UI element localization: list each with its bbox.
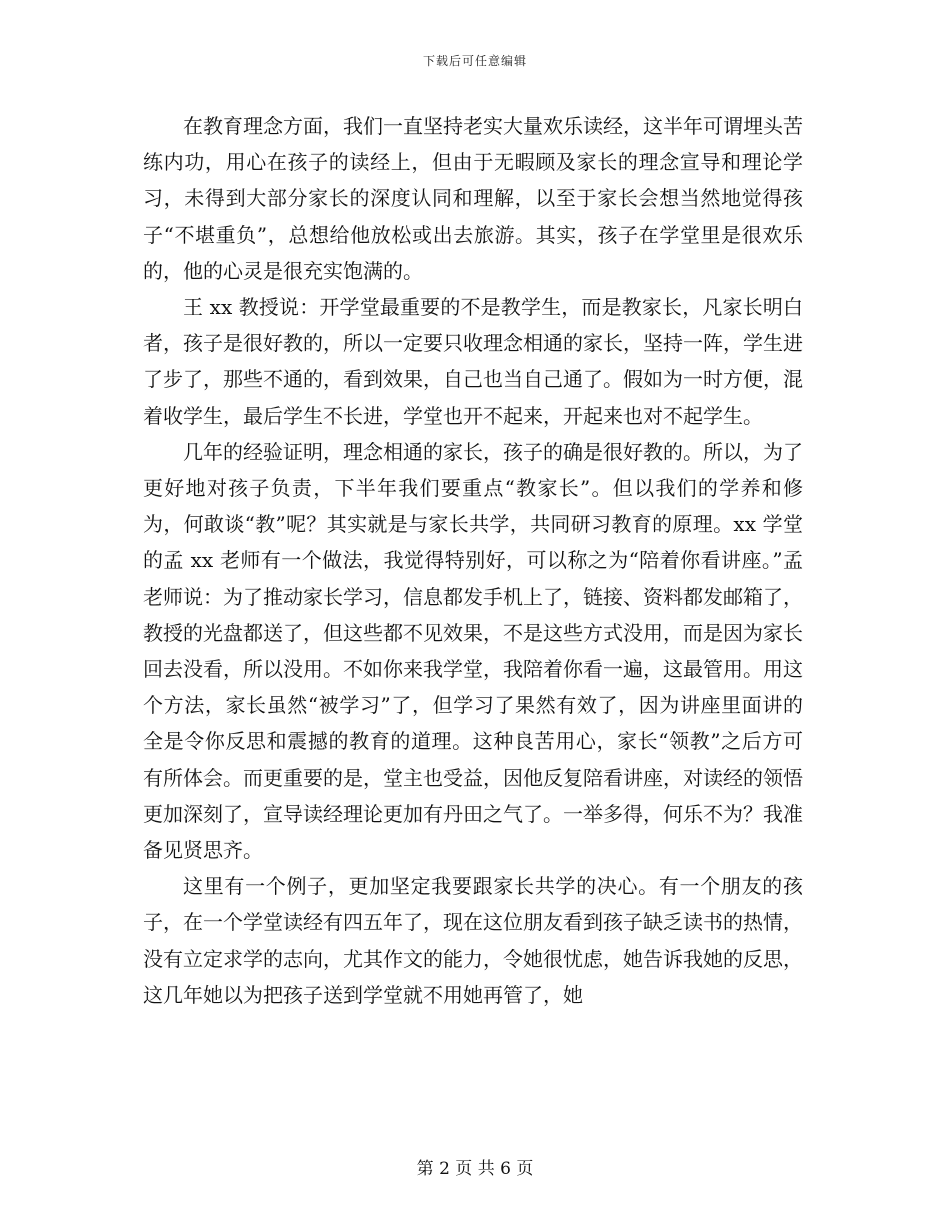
document-body — [143, 108, 803, 1013]
paragraph-3: 几年的经验证明，理念相通的家长，孩子的确是很好教的。所以，为了更好地对孩子负责，下半年我们要重点“教家长”。但以我们的学养和修为，何敢谈“教”呢？其实就是与家长共学，共同研习教育的原理。xx 学堂的孟 xx 老师有一个做法，我觉得特别好，可以称之为“陪着你看讲座。”孟老师说：为了推动家长学习，信息都发手机上了，链接、资料都发邮箱了，教授的光盘都送了，但这些都不见效果，不是这些方式没用，而是因为家长回去没看，所以没用。不如你来我学堂，我陪着你看一遍，这最管用。用这个方法，家长虽然“被学习”了，但学习了果然有效了，因为讲座里面讲的全是令你反思和震撼的教育的道理。这种良苦用心，家长“领教”之后方可有所体会。而更重要的是，堂主也受益，因他反复陪看讲座，对读经的领悟更加深刻了，宣导读经理论更加有丹田之气了。一举多得，何乐不为？我准备见贤思齐。 — [143, 439, 803, 863]
page-number-footer: 第 2 页 共 6 页 — [416, 1159, 534, 1179]
paragraph-1: 在教育理念方面，我们一直坚持老实大量欢乐读经，这半年可谓埋头苦练内功，用心在孩子的读经上，但由于无暇顾及家长的理念宣导和理论学习，未得到大部分家长的深度认同和理解，以至于家长会想当然地觉得孩子“不堪重负”，总想给他放松或出去旅游。其实，孩子在学堂里是很欢乐的，他的心灵是很充实饱满的。 — [143, 114, 803, 283]
paragraph-2: 王 xx 教授说：开学堂最重要的不是教学生，而是教家长，凡家长明白者，孩子是很好教的，所以一定要只收理念相通的家长，坚持一阵，学生进了步了，那些不通的，看到效果，自己也当自己通了。假如为一时方便，混着收学生，最后学生不长进，学堂也开不起来，开起来也对不起学生。 — [143, 295, 803, 428]
page-header: 下载后可任意编辑 — [422, 54, 527, 68]
paragraph-4: 这里有一个例子，更加坚定我要跟家长共学的决心。有一个朋友的孩子，在一个学堂读经有四五年了，现在这位朋友看到孩子缺乏读书的热情，没有立定求学的志向，尤其作文的能力，令她很忧虑，她告诉我她的反思，这几年她以为把孩子送到学堂就不用她再管了，她 — [143, 874, 803, 1007]
